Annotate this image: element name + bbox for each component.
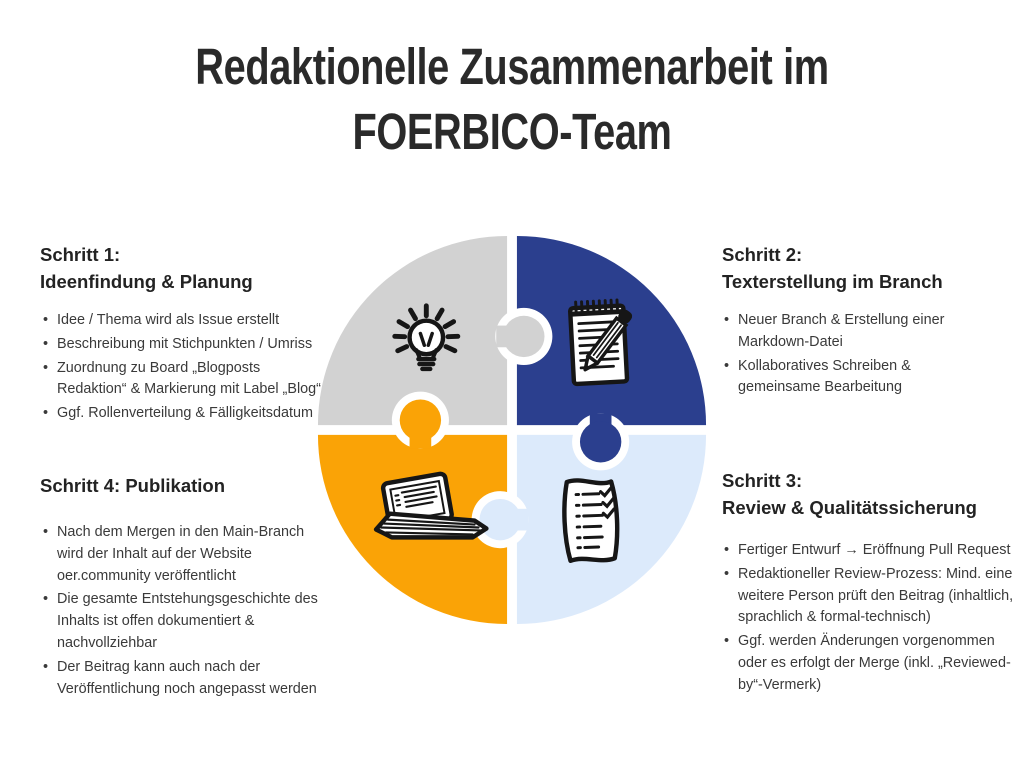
step-3-heading-line-2: Review & Qualitätssicherung	[722, 497, 977, 518]
checklist-icon	[563, 479, 618, 561]
step-2-block	[722, 241, 984, 401]
step-2-bullets	[722, 310, 984, 399]
step-3-heading-line-1: Schritt 3:	[722, 470, 803, 491]
step-4-heading-line-1: Schritt 4: Publikation	[40, 475, 226, 496]
list-item: • Fertiger Entwurf → Eröffnung Pull Request	[722, 540, 1016, 562]
step-4-heading	[40, 472, 325, 499]
step-2-heading-line-2: Texterstellung im Branch	[722, 271, 943, 292]
step-1-heading-line-1: Schritt 1:	[40, 244, 121, 265]
list-item: • Ggf. werden Änderungen vorgenommen oder es erfolgt der Merge (inkl. „Reviewed-by“-Vermerk)	[722, 631, 1016, 696]
page-title-line-2: FOERBICO-Team	[352, 103, 672, 160]
step-1-bullets	[40, 310, 322, 425]
list-item: • Zuordnung zu Board „Blogposts Redaktion“ & Markierung mit Label „Blog“	[40, 358, 322, 402]
page-title-line-1: Redaktionelle Zusammenarbeit im	[195, 38, 829, 95]
step-1-heading	[40, 241, 322, 295]
list-item: • Ggf. Rollenverteilung & Fälligkeitsdatum	[40, 403, 322, 425]
puzzle-knob	[503, 316, 544, 357]
list-item: • Neuer Branch & Erstellung einer Markdown-Datei	[722, 310, 984, 354]
puzzle-circle-graphic	[315, 233, 709, 627]
step-3-bullets	[722, 540, 1016, 697]
step-1-block	[40, 241, 322, 427]
puzzle-knob	[479, 499, 520, 540]
list-item: • Die gesamte Entstehungsgeschichte des Inhalts ist offen dokumentiert & nachvollziehbar	[40, 589, 325, 654]
puzzle-knob	[400, 399, 441, 440]
list-item: • Nach dem Mergen in den Main-Branch wird der Inhalt auf der Website oer.community veröffentlicht	[40, 522, 325, 587]
puzzle-knob	[580, 421, 621, 462]
step-2-heading-line-1: Schritt 2:	[722, 244, 803, 265]
step-4-block	[40, 472, 325, 702]
step-1-heading-line-2: Ideenfindung & Planung	[40, 271, 253, 292]
page-title	[113, 34, 912, 164]
step-2-heading	[722, 241, 984, 295]
list-item: • Idee / Thema wird als Issue erstellt	[40, 310, 322, 332]
list-item: • Redaktioneller Review-Prozess: Mind. eine weitere Person prüft den Beitrag (inhaltlich, sprachlich & formal-technisch)	[722, 564, 1016, 629]
list-item: • Der Beitrag kann auch nach der Veröffentlichung noch angepasst werden	[40, 657, 325, 701]
step-3-block	[722, 467, 1016, 699]
list-item: • Kollaboratives Schreiben & gemeinsame Bearbeitung	[722, 356, 984, 400]
list-item: • Beschreibung mit Stichpunkten / Umriss	[40, 334, 322, 356]
step-3-heading	[722, 467, 1016, 521]
step-4-bullets	[40, 522, 325, 700]
